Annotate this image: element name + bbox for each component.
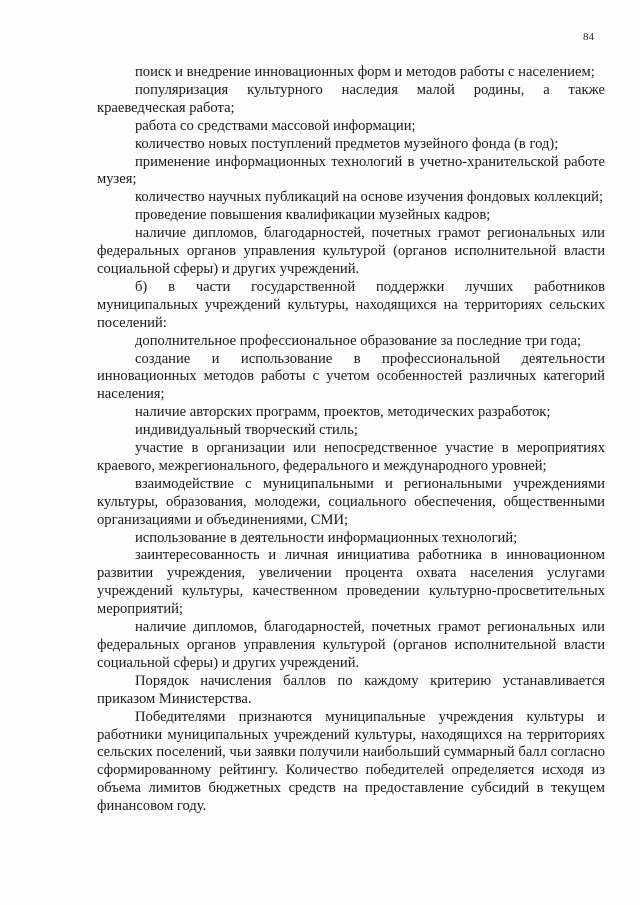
paragraph: количество новых поступлений предметов музейного фонда (в год); [135, 135, 559, 152]
page-number: 84 [583, 31, 594, 43]
paragraph: индивидуальный творческий стиль; [135, 422, 358, 439]
paragraph: поиск и внедрение инновационных форм и методов работы с населением; [135, 64, 595, 80]
paragraph: дополнительное профессиональное образование за последние три года; [135, 332, 582, 349]
paragraph: использование в деятельности информационных технологий; [135, 529, 518, 546]
paragraph: применение информационных технологий в учетно-хранительской работе музея; [97, 153, 605, 188]
paragraph: количество научных публикаций на основе изучения фондовых коллекций; [135, 189, 604, 206]
paragraph: Порядок начисления баллов по каждому критерию устанавливается приказом Министерства. [97, 672, 605, 707]
paragraph: проведение повышения квалификации музейных кадров; [135, 207, 491, 224]
document-body [97, 64, 605, 816]
paragraph: взаимодействие с муниципальными и региональными учреждениями культуры, образования, молодежи, социального обеспечения, общественными организациями и объединениями, СМИ; [97, 475, 605, 528]
paragraph: Победителями признаются муниципальные учреждения культуры и работники муниципальных учреждений культуры, находящихся на территориях сельских поселений, чьи заявки получили наибольший суммарный балл согласно сформированному рейтингу. Количество победителей определяется исходя из объема лимитов бюджетных средств на предоставление субсидий в текущем финансовом году. [97, 708, 606, 815]
paragraph: заинтересованность и личная инициатива работника в инновационном развитии учреждения, увеличении процента охвата населения услугами учреждений культуры, качественном проведении культурно-просветительных мероприятий; [97, 547, 605, 618]
paragraph: участие в организации или непосредственное участие в мероприятиях краевого, межрегионального, федерального и международного уровней; [97, 440, 605, 474]
paragraph: наличие дипломов, благодарностей, почетных грамот региональных или федеральных органов управления культурой (органов исполнительной власти социальной сферы) и других учреждений. [97, 619, 605, 671]
paragraph: наличие дипломов, благодарностей, почетных грамот региональных или федеральных органов управления культурой (органов исполнительной власти социальной сферы) и других учреждений. [97, 225, 605, 277]
paragraph: создание и использование в профессиональной деятельности инновационных методов работы с учетом особенностей различных категорий населения; [97, 350, 605, 403]
paragraph: работа со средствами массовой информации; [135, 117, 416, 134]
paragraph: наличие авторских программ, проектов, методических разработок; [135, 404, 551, 421]
paragraph: популяризация культурного наследия малой родины, а также краеведческая работа; [97, 81, 605, 116]
paragraph: б) в части государственной поддержки лучших работников муниципальных учреждений культуры, находящихся на территориях сельских поселений: [97, 278, 605, 331]
